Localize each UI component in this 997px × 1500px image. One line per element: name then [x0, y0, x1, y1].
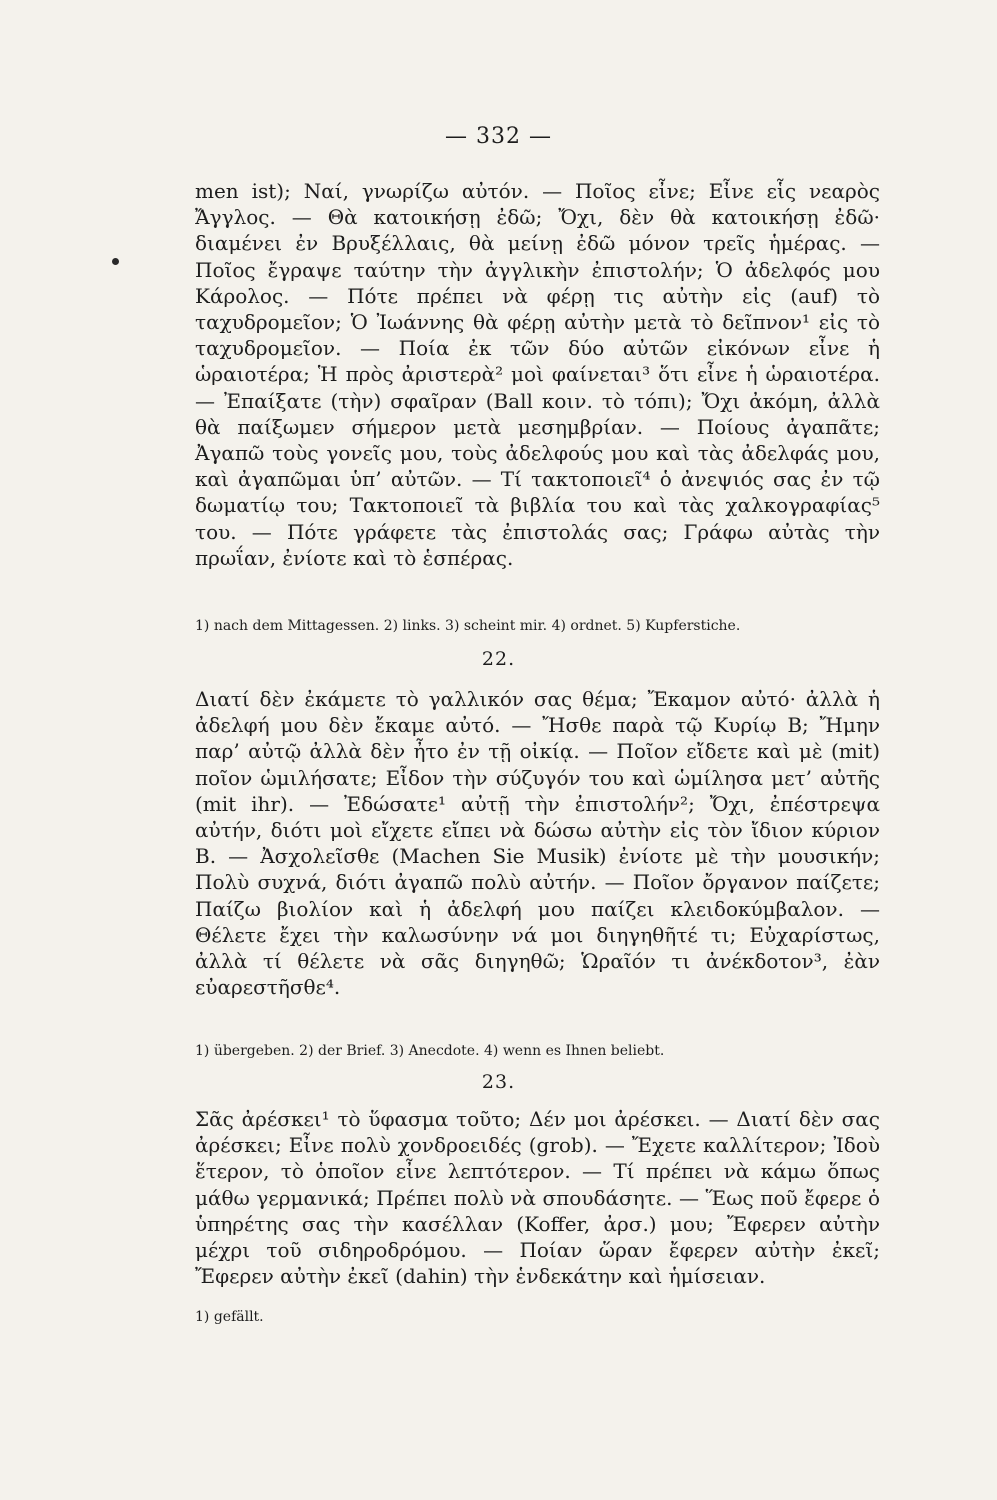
paragraph-3	[195, 1106, 880, 1289]
paragraph-2	[195, 686, 880, 1000]
paragraph-3-text: Σᾶς ἀρέσκει¹ τὸ ὕφασμα τοῦτο; Δέν μοι ἀρέσκει. — Διατί δὲν σας ἀρέσκει; Εἶνε πολὺ χονδροειδές (grob). — Ἔχετε καλλίτερον; Ἰδοὺ ἕτερον, τὸ ὁποῖον εἶνε λεπτότερον. — Τί πρέπει νὰ κάμω ὅπως μάθω γερμανικά; Πρέπει πολὺ νὰ σπουδάσητε. — Ἕως ποῦ ἔφερε ὁ ὑπηρέτης σας τὴν κασέλλαν (Koffer, ἀρσ.) μου; Ἔφερεν αὐτὴν μέχρι τοῦ σιδηροδρόμου. — Ποίαν ὥραν ἔφερεν αὐτὴν ἐκεῖ; Ἔφερεν αὐτὴν ἐκεῖ (dahin) τὴν ἑνδεκάτην καὶ ἡμίσειαν.	[195, 1107, 880, 1289]
section-heading-23: 23.	[481, 1071, 516, 1093]
footnotes-1-text: 1) nach dem Mittagessen. 2) links. 3) scheint mir. 4) ordnet. 5) Kupferstiche.	[195, 618, 741, 634]
paragraph-1-text: men ist); Ναί, γνωρίζω αὐτόν. — Ποῖος εἶνε; Εἶνε εἷς νεαρὸς Ἄγγλος. — Θὰ κατοικήσῃ ἐδῶ; Ὄχι, δὲν θὰ κατοικήσῃ ἐδῶ· διαμένει ἐν Βρυξέλλαις, θὰ μείνῃ ἐδῶ μόνον τρεῖς ἡμέρας. — Ποῖος ἔγραψε ταύτην τὴν ἀγγλικὴν ἐπιστολήν; Ὁ ἀδελφός μου Κάρολος. — Πότε πρέπει νὰ φέρῃ τις αὐτὴν εἰς (auf) τὸ ταχυδρομεῖον; Ὁ Ἰωάννης θὰ φέρῃ αὐτὴν μετὰ τὸ δεῖπνον¹ εἰς τὸ ταχυδρομεῖον. — Ποία ἐκ τῶν δύο αὐτῶν εἰκόνων εἶνε ἡ ὡραιοτέρα; Ἡ πρὸς ἀριστερὰ² μοὶ φαίνεται³ ὅτι εἶνε ἡ ὡραιοτέρα. — Ἐπαίξατε (τὴν) σφαῖραν (Ball κοιν. τὸ τόπι); Ὄχι ἀκόμη, ἀλλὰ θὰ παίξωμεν σήμερον μετὰ μεσημβρίαν. — Ποίους ἀγαπᾶτε; Ἀγαπῶ τοὺς γονεῖς μου, τοὺς ἀδελφούς μου καὶ τὰς ἀδελφάς μου, καὶ ἀγαπῶμαι ὑπ’ αὐτῶν. — Τί τακτοποιεῖ⁴ ὁ ἀνεψιός σας ἐν τῷ δωματίῳ του; Τακτοποιεῖ τὰ βιβλία του καὶ τὰς χαλκογραφίας⁵ του. — Πότε γράφετε τὰς ἐπιστολάς σας; Γράφω αὐτὰς τὴν πρωΐαν, ἐνίοτε καὶ τὸ ἑσπέρας.	[195, 179, 880, 570]
section-heading-22: 22.	[481, 648, 516, 670]
paragraph-1	[195, 178, 880, 571]
page-number: — 332 —	[445, 124, 552, 149]
footnotes-1	[195, 614, 880, 638]
footnotes-2-text: 1) übergeben. 2) der Brief. 3) Anecdote. 4) wenn es Ihnen beliebt.	[195, 1043, 665, 1059]
footnotes-2	[195, 1039, 880, 1063]
paragraph-2-text: Διατί δὲν ἐκάμετε τὸ γαλλικόν σας θέμα; Ἔκαμον αὐτό· ἀλλὰ ἡ ἀδελφή μου δὲν ἔκαμε αὐτό. — Ἤσθε παρὰ τῷ Κυρίῳ Β; Ἤμην παρ’ αὐτῷ ἀλλὰ δὲν ἦτο ἐν τῇ οἰκίᾳ. — Ποῖον εἴδετε καὶ μὲ (mit) ποῖον ὡμιλήσατε; Εἶδον τὴν σύζυγόν του καὶ ὡμίλησα μετ’ αὐτῆς (mit ihr). — Ἐδώσατε¹ αὐτῇ τὴν ἐπιστολήν²; Ὄχι, ἐπέστρεψα αὐτήν, διότι μοὶ εἴχετε εἴπει νὰ δώσω αὐτὴν εἰς τὸν ἴδιον κύριον Β. — Ἀσχολεῖσθε (Machen Sie Musik) ἐνίοτε μὲ τὴν μουσικήν; Πολὺ συχνά, διότι ἀγαπῶ πολὺ αὐτήν. — Ποῖον ὄργανον παίζετε; Παίζω βιολίον καὶ ἡ ἀδελφή μου παίζει κλειδοκύμβαλον. — Θέλετε ἔχει τὴν καλωσύνην νά μοι διηγηθῆτέ τι; Εὐχαρίστως, ἀλλὰ τί θέλετε νὰ σᾶς διηγηθῶ; Ὡραῖόν τι ἀνέκδοτον³, ἐὰν εὐαρεστῆσθε⁴.	[195, 687, 880, 1000]
footnotes-3-text: 1) gefällt.	[195, 1309, 264, 1325]
footnotes-3	[195, 1305, 880, 1329]
margin-dot	[112, 258, 119, 265]
